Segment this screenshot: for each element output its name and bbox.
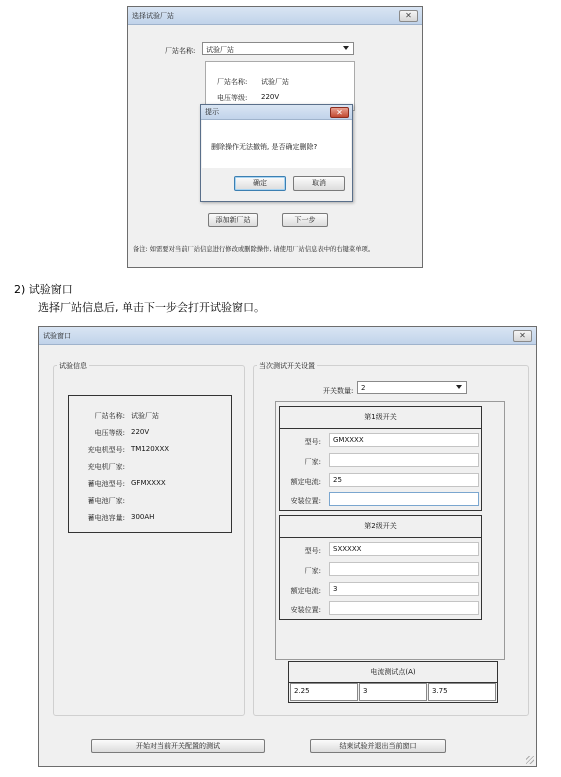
cell-value: 3.75 xyxy=(432,687,448,695)
info-value: 220V xyxy=(131,428,150,436)
section-heading: 2) 试验窗口 xyxy=(14,283,73,296)
switch-list-scroll[interactable] xyxy=(275,401,505,660)
station-select[interactable] xyxy=(202,42,354,55)
field-label: 额定电流: xyxy=(290,478,321,486)
switch-count-label: 开关数量: xyxy=(323,387,354,395)
resize-grip-icon[interactable] xyxy=(526,756,534,764)
test-window xyxy=(38,326,537,767)
dialog-titlebar[interactable] xyxy=(128,7,422,25)
cancel-button[interactable]: 取消 xyxy=(293,176,345,191)
next-step-button[interactable]: 下一步 xyxy=(282,213,328,227)
info-label: 厂站名称: xyxy=(217,78,248,86)
test-window-titlebar[interactable] xyxy=(39,327,536,345)
current-point-input[interactable] xyxy=(428,683,496,701)
field-label: 型号: xyxy=(304,438,321,446)
rated-current-field[interactable] xyxy=(329,473,479,487)
info-value: GFMXXXX xyxy=(131,479,166,487)
test-info-panel xyxy=(68,395,232,533)
ok-button[interactable]: 确定 xyxy=(234,176,286,191)
field-label: 厂家: xyxy=(304,458,321,466)
end-test-button[interactable]: 结束试验并退出当前窗口 xyxy=(310,739,446,753)
prompt-titlebar[interactable] xyxy=(201,105,352,120)
field-label: 型号: xyxy=(304,547,321,555)
close-icon[interactable]: ✕ xyxy=(513,330,532,342)
info-value: 220V xyxy=(261,93,280,101)
field-label: 额定电流: xyxy=(290,587,321,595)
info-label: 电压等级: xyxy=(94,429,125,437)
switch-panel xyxy=(279,406,482,511)
close-icon[interactable]: ✕ xyxy=(330,107,349,118)
start-test-button[interactable]: 开始对当前开关配置的测试 xyxy=(91,739,265,753)
install-location-field[interactable] xyxy=(329,601,479,615)
install-location-field[interactable] xyxy=(329,492,479,506)
close-icon[interactable]: ✕ xyxy=(399,10,418,22)
cell-value: 2.25 xyxy=(294,687,310,695)
test-window-title: 试验窗口 xyxy=(43,332,71,340)
field-value: SXXXXX xyxy=(333,545,362,553)
group-title: 当次测试开关设置 xyxy=(259,362,315,370)
info-label: 蓄电池厂家: xyxy=(87,497,125,505)
switch-title: 第1级开关 xyxy=(280,407,481,429)
field-value: 3 xyxy=(333,585,338,593)
confirm-delete-dialog xyxy=(200,104,353,202)
rated-current-field[interactable] xyxy=(329,582,479,596)
manufacturer-field[interactable] xyxy=(329,562,479,576)
info-label: 蓄电池型号: xyxy=(87,480,125,488)
prompt-title: 提示 xyxy=(205,108,219,116)
info-label: 厂站名称: xyxy=(94,412,125,420)
info-value: 试验厂站 xyxy=(261,78,289,86)
field-label: 安装位置: xyxy=(290,497,321,505)
info-label: 蓄电池容量: xyxy=(87,514,125,522)
model-field[interactable] xyxy=(329,433,479,447)
station-name-label: 厂站名称: xyxy=(165,47,196,55)
cell-value: 3 xyxy=(363,687,368,695)
field-label: 安装位置: xyxy=(290,606,321,614)
switch-panel xyxy=(279,515,482,620)
current-point-input[interactable] xyxy=(290,683,358,701)
field-value: GMXXXX xyxy=(333,436,364,444)
section-description: 选择厂站信息后, 单击下一步会打开试验窗口。 xyxy=(38,301,265,314)
info-label: 充电机厂家: xyxy=(87,463,125,471)
info-label: 电压等级: xyxy=(217,94,248,102)
switch-title: 第2级开关 xyxy=(280,516,481,538)
manufacturer-field[interactable] xyxy=(329,453,479,467)
info-value: 300AH xyxy=(131,513,155,521)
group-title: 试验信息 xyxy=(59,362,87,370)
add-station-button[interactable]: 添加新厂站 xyxy=(208,213,258,227)
dialog-title: 选择试验厂站 xyxy=(132,12,174,20)
field-value: 25 xyxy=(333,476,342,484)
prompt-body xyxy=(202,120,351,168)
field-label: 厂家: xyxy=(304,567,321,575)
current-point-input[interactable] xyxy=(359,683,427,701)
station-select-value: 试验厂站 xyxy=(206,46,234,54)
current-test-points xyxy=(288,661,498,703)
note-text: 备注: 如需要对当前厂站信息进行修改或删除操作, 请使用厂站信息表中的右键菜单项。 xyxy=(133,246,375,253)
info-value: 试验厂站 xyxy=(131,412,159,420)
chevron-down-icon xyxy=(343,46,349,50)
current-title: 电流测试点(A) xyxy=(289,662,497,683)
model-field[interactable] xyxy=(329,542,479,556)
prompt-message: 删除操作无法撤销, 是否确定删除? xyxy=(211,143,318,151)
info-label: 充电机型号: xyxy=(87,446,125,454)
switch-count-select[interactable] xyxy=(357,381,467,394)
chevron-down-icon xyxy=(456,385,462,389)
info-value: TM120XXX xyxy=(131,445,170,453)
switch-count-value: 2 xyxy=(361,384,366,392)
